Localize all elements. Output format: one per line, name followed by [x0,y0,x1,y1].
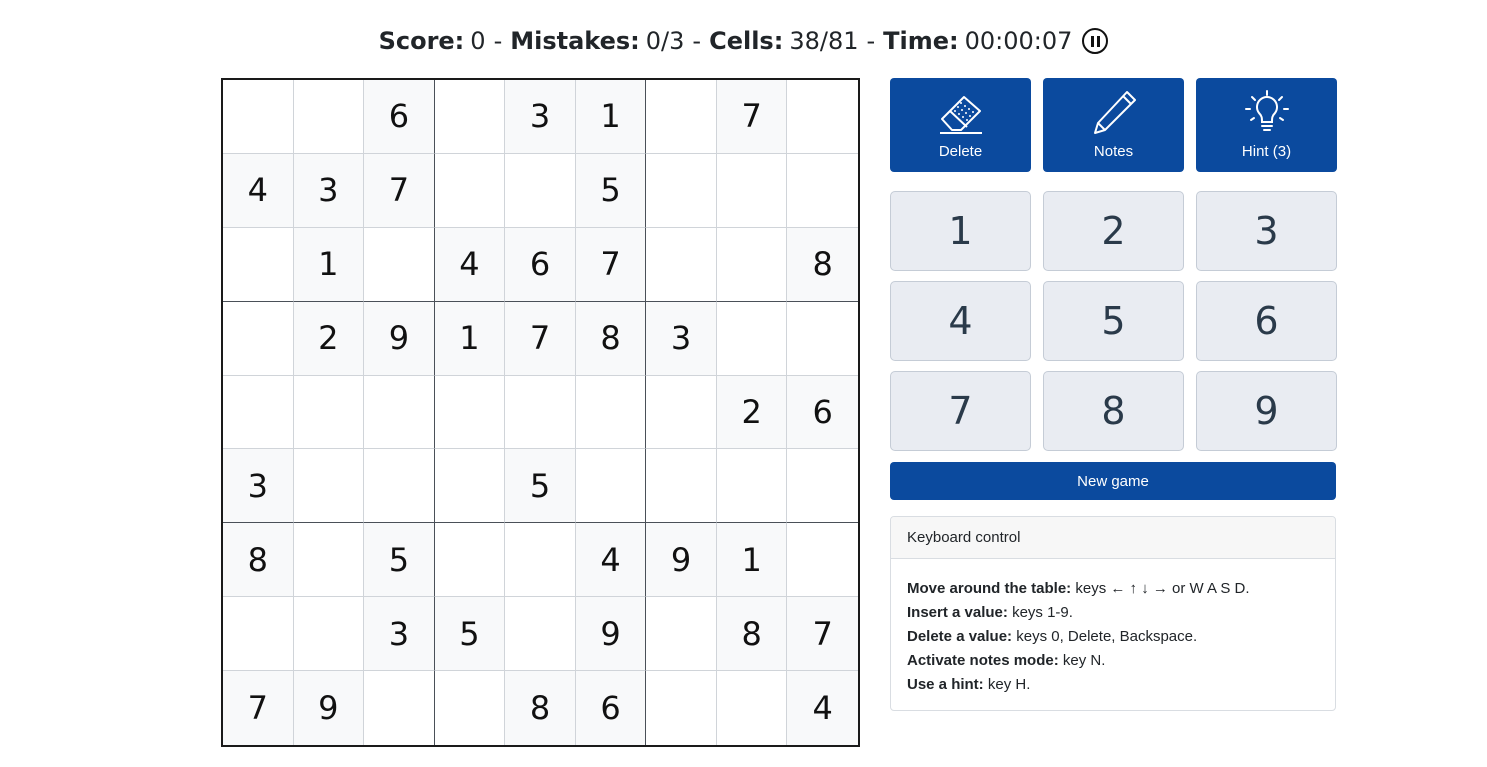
number-button-4[interactable]: 4 [890,281,1031,361]
sudoku-cell[interactable]: 5 [435,597,506,671]
keyboard-hint-line [907,625,1319,649]
sudoku-cell[interactable] [435,671,506,745]
sudoku-cell[interactable]: 5 [576,154,647,228]
score-value: 0 [470,27,486,55]
sudoku-cell[interactable]: 3 [364,597,435,671]
sudoku-cell[interactable]: 1 [294,228,365,302]
number-button-1[interactable]: 1 [890,191,1031,271]
sudoku-cell[interactable] [646,376,717,450]
sudoku-cell[interactable]: 6 [505,228,576,302]
sudoku-cell[interactable] [364,671,435,745]
number-button-6[interactable]: 6 [1196,281,1337,361]
notes-label: Notes [1093,143,1134,160]
time-label: Time: [883,27,959,55]
pause-icon[interactable] [1082,28,1108,54]
sudoku-cell[interactable] [717,228,788,302]
sudoku-cell[interactable] [364,376,435,450]
sudoku-cell[interactable]: 7 [717,80,788,154]
sudoku-cell[interactable]: 8 [505,671,576,745]
keyboard-hint-label: Move around the table: [907,580,1072,597]
score-label: Score: [378,27,465,55]
sudoku-cell[interactable] [576,449,647,523]
notes-button[interactable] [1043,78,1184,172]
sudoku-cell[interactable]: 3 [294,154,365,228]
sudoku-cell[interactable] [294,449,365,523]
sudoku-cell[interactable] [435,154,506,228]
keyboard-control-card [890,516,1336,711]
sudoku-cell[interactable] [223,597,294,671]
sudoku-cell[interactable]: 4 [435,228,506,302]
sudoku-cell[interactable]: 7 [223,671,294,745]
sudoku-cell[interactable]: 6 [576,671,647,745]
sudoku-cell[interactable] [646,671,717,745]
sudoku-cell[interactable] [717,302,788,376]
cells-label: Cells: [709,27,784,55]
sudoku-cell[interactable] [223,80,294,154]
sudoku-cell[interactable] [294,523,365,597]
sudoku-board [221,78,860,747]
sudoku-cell[interactable] [787,523,858,597]
sudoku-cell[interactable]: 9 [294,671,365,745]
sudoku-cell[interactable]: 3 [646,302,717,376]
mistakes-label: Mistakes: [510,27,640,55]
separator: - [493,27,503,55]
sudoku-cell[interactable]: 7 [787,597,858,671]
delete-label: Delete [938,143,983,160]
sudoku-cell[interactable]: 6 [364,80,435,154]
sudoku-cell[interactable] [223,228,294,302]
sudoku-cell[interactable] [505,597,576,671]
sudoku-cell[interactable] [505,376,576,450]
mistakes-value: 0/3 [645,27,685,55]
sudoku-cell[interactable]: 8 [576,302,647,376]
sudoku-cell[interactable]: 4 [576,523,647,597]
cells-value: 38/81 [789,27,859,55]
keyboard-hint-text: keys ← ↑ ↓ → or W A S D. [1075,580,1250,597]
sudoku-cell[interactable]: 4 [787,671,858,745]
sudoku-cell[interactable] [435,449,506,523]
sudoku-cell[interactable]: 5 [505,449,576,523]
sudoku-cell[interactable]: 8 [717,597,788,671]
sudoku-cell[interactable] [364,228,435,302]
sudoku-cell[interactable]: 9 [646,523,717,597]
sudoku-cell[interactable] [787,302,858,376]
sudoku-cell[interactable]: 2 [717,376,788,450]
keyboard-hint-text: keys 1-9. [1012,604,1073,621]
separator: - [866,27,876,55]
sudoku-cell[interactable] [646,154,717,228]
sudoku-cell[interactable]: 4 [223,154,294,228]
keyboard-hint-line [907,649,1319,673]
keyboard-hint-label: Activate notes mode: [907,652,1059,669]
sudoku-cell[interactable]: 6 [787,376,858,450]
status-bar [0,24,1487,58]
sudoku-cell[interactable] [505,154,576,228]
sudoku-cell[interactable] [505,523,576,597]
new-game-button[interactable]: New game [890,462,1336,500]
sudoku-cell[interactable]: 3 [505,80,576,154]
sudoku-cell[interactable] [364,449,435,523]
sudoku-cell[interactable]: 8 [223,523,294,597]
sudoku-cell[interactable]: 7 [576,228,647,302]
number-button-3[interactable]: 3 [1196,191,1337,271]
keyboard-hint-line [907,673,1319,697]
sudoku-cell[interactable] [294,376,365,450]
sudoku-cell[interactable] [787,154,858,228]
sudoku-cell[interactable]: 2 [294,302,365,376]
hint-button[interactable] [1196,78,1337,172]
keyboard-hint-line [907,601,1319,625]
keyboard-hint-text: key H. [987,676,1031,693]
keyboard-hint-line [907,577,1319,601]
sudoku-cell[interactable] [435,523,506,597]
keyboard-control-title: Keyboard control [891,517,1335,559]
keyboard-hint-text: key N. [1062,652,1106,669]
sudoku-cell[interactable] [787,80,858,154]
keyboard-control-body [891,559,1335,697]
number-button-5[interactable]: 5 [1043,281,1184,361]
sudoku-cell[interactable]: 1 [435,302,506,376]
number-button-8[interactable]: 8 [1043,371,1184,451]
lightbulb-icon [1242,89,1292,137]
number-button-7[interactable]: 7 [890,371,1031,451]
sudoku-cell[interactable]: 1 [576,80,647,154]
sudoku-cell[interactable]: 1 [717,523,788,597]
eraser-icon [936,89,986,137]
pencil-icon [1089,89,1139,137]
sudoku-cell[interactable] [646,597,717,671]
sudoku-cell[interactable]: 7 [364,154,435,228]
sudoku-cell[interactable]: 5 [364,523,435,597]
sudoku-cell[interactable]: 8 [787,228,858,302]
sudoku-cell[interactable] [646,449,717,523]
delete-button[interactable] [890,78,1031,172]
sudoku-cell[interactable] [787,449,858,523]
sudoku-cell[interactable]: 7 [505,302,576,376]
sudoku-cell[interactable] [294,597,365,671]
sudoku-cell[interactable] [717,671,788,745]
keyboard-hint-label: Delete a value: [907,628,1013,645]
keyboard-hint-label: Use a hint: [907,676,984,693]
sudoku-cell[interactable] [435,80,506,154]
sudoku-cell[interactable]: 9 [364,302,435,376]
sudoku-cell[interactable] [435,376,506,450]
keyboard-hint-label: Insert a value: [907,604,1008,621]
sudoku-cell[interactable] [576,376,647,450]
sudoku-cell[interactable]: 3 [223,449,294,523]
separator: - [692,27,702,55]
number-button-9[interactable]: 9 [1196,371,1337,451]
sudoku-cell[interactable] [223,302,294,376]
sudoku-cell[interactable] [717,449,788,523]
sudoku-cell[interactable] [717,154,788,228]
keyboard-hint-text: keys 0, Delete, Backspace. [1016,628,1198,645]
sudoku-cell[interactable] [294,80,365,154]
number-button-2[interactable]: 2 [1043,191,1184,271]
sudoku-cell[interactable]: 9 [576,597,647,671]
sudoku-cell[interactable] [223,376,294,450]
sudoku-cell[interactable] [646,228,717,302]
sudoku-cell[interactable] [646,80,717,154]
time-value: 00:00:07 [964,27,1073,55]
hint-label: Hint (3) [1241,143,1292,160]
